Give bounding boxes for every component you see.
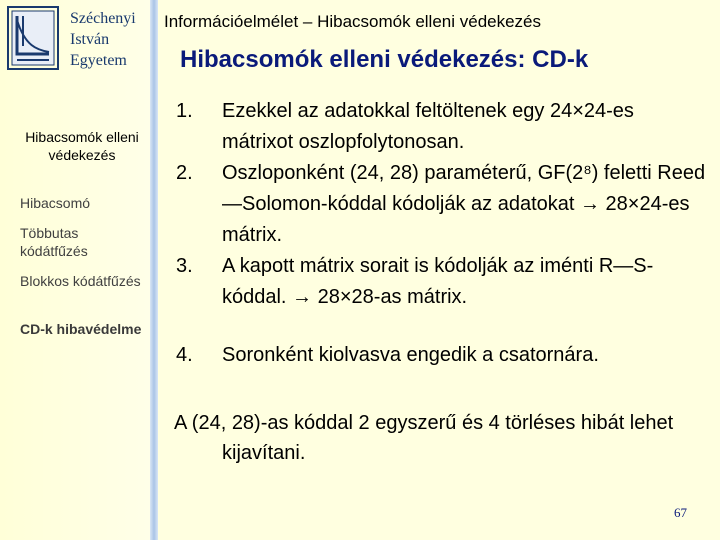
summary-text: A (24, 28)-as kóddal 2 egyszerű és 4 törléses hibát lehet kijavítani.	[174, 412, 674, 464]
university-name	[70, 8, 136, 71]
item-text: Oszloponként (24, 28) paraméterű, GF(2⁸) feletti Reed—Solomon-kóddal kódolják az adatokat → 28×24-es mátrix.	[222, 162, 706, 246]
university-logo-icon	[7, 6, 59, 70]
sidebar	[0, 0, 150, 540]
item-number: 4.	[176, 344, 193, 366]
item-number: 3.	[176, 255, 193, 277]
sidebar-item-hibacsomo[interactable]: Hibacsomó	[20, 195, 91, 211]
slide-title: Hibacsomók elleni védekezés: CD-k	[180, 46, 589, 73]
item-number: 2.	[176, 162, 193, 184]
sidebar-title: Hibacsomók elleni védekezés	[25, 129, 139, 163]
sidebar-item-cd[interactable]: CD-k hibavédelme	[20, 321, 142, 337]
item-text: Soronként kiolvasva engedik a csatornára.	[222, 344, 599, 366]
university-line-3: Egyetem	[70, 52, 127, 69]
divider	[150, 0, 158, 540]
sidebar-item-blokkos[interactable]: Blokkos kódátfűzés	[20, 273, 141, 289]
item-text: A kapott mátrix sorait is kódolják az iménti R—S-kóddal. → 28×28-as mátrix.	[222, 255, 654, 308]
page-number: 67	[674, 505, 687, 520]
university-line-1: Széchenyi	[70, 10, 136, 27]
university-line-2: István	[70, 31, 110, 48]
sidebar-item-tobbutas[interactable]: Többutas kódátfűzés	[20, 225, 88, 259]
item-text: Ezekkel az adatokkal feltöltenek egy 24×24-es mátrixot oszlopfolytonosan.	[222, 100, 634, 153]
item-number: 1.	[176, 100, 193, 122]
header-title: Információelmélet – Hibacsomók elleni védekezés	[164, 12, 542, 31]
